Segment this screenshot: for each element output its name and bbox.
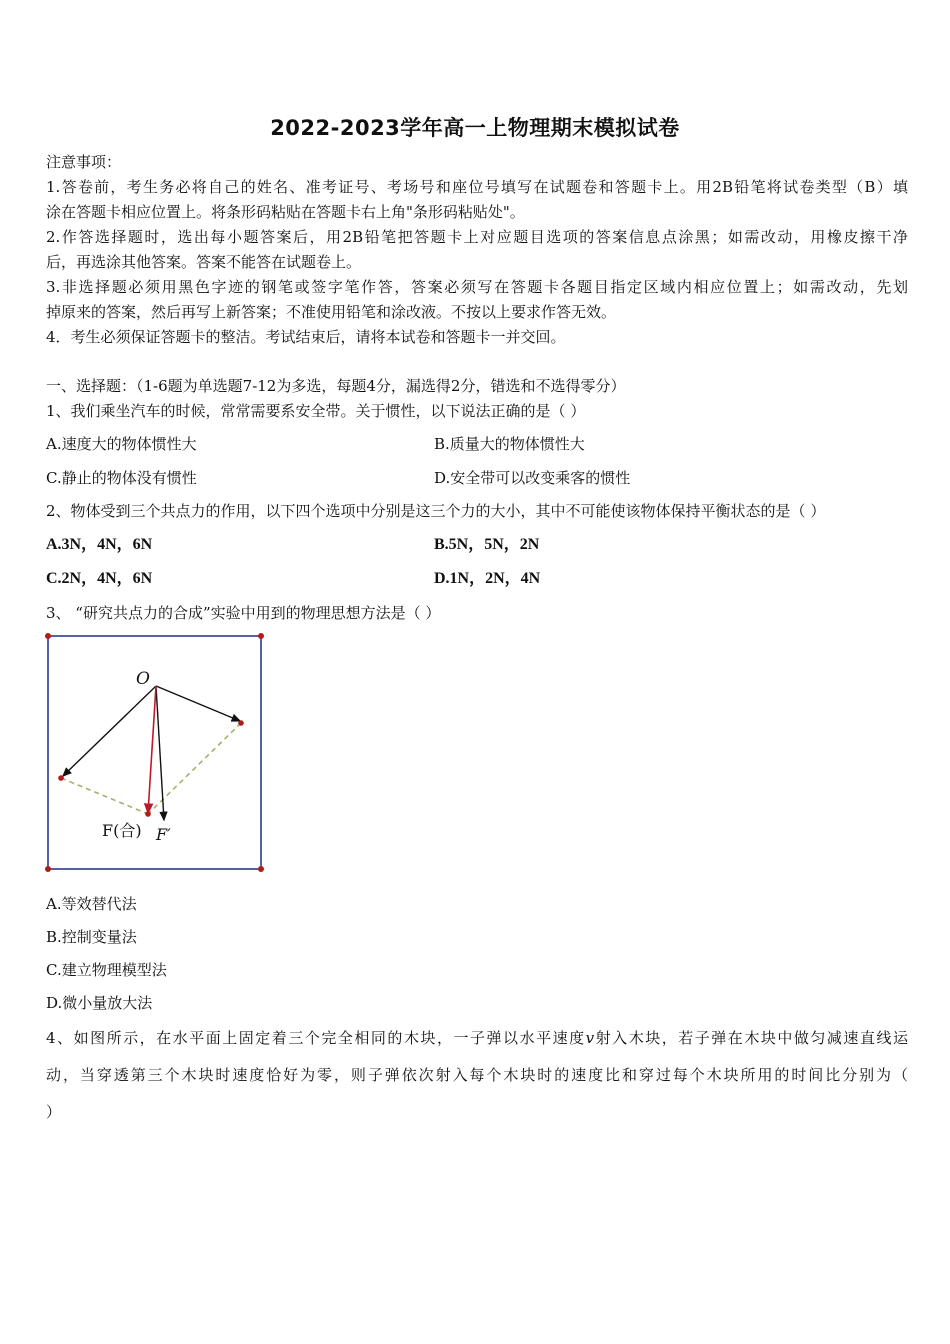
q1-option-d: D.安全带可以改变乘客的惯性 (434, 469, 631, 487)
notice-line-3: 2.作答选择题时，选出每小题答案后，用2B铅笔把答题卡上对应题目选项的答案信息点涂黑；如需改动，用橡皮擦干净 (46, 228, 908, 246)
point-dot (238, 720, 244, 726)
dashed-parallel-line (61, 778, 148, 814)
figure-frame (48, 636, 261, 869)
question-1-stem: 1、我们乘坐汽车的时候，常常需要系安全带。关于惯性，以下说法正确的是（ ） (46, 402, 586, 420)
q2-option-a: A.3N，4N，6N (46, 536, 153, 553)
question-3-stem: 3、 “研究共点力的合成”实验中用到的物理思想方法是（ ） (46, 604, 441, 622)
notice-line-7: 4．考生必须保证答题卡的整洁。考试结束后，请将本试卷和答题卡一并交回。 (46, 328, 566, 346)
notice-line-6: 掉原来的答案，然后再写上新答案；不准使用铅笔和涂改液。不按以上要求作答无效。 (46, 303, 617, 321)
corner-dot (45, 633, 51, 639)
q4-stem-part-b: 射入木块，若子弹在木块中做匀减速直线运 (594, 1029, 908, 1047)
point-dot (58, 775, 64, 781)
q2-option-c: C.2N，4N，6N (46, 570, 153, 587)
q1-option-a: A.速度大的物体惯性大 (46, 435, 197, 453)
corner-dot (258, 866, 264, 872)
measured-force-label: F′ (156, 825, 171, 844)
q3-option-c: C.建立物理模型法 (46, 961, 167, 979)
question-4-stem-line-2: 动，当穿透第三个木块时速度恰好为零，则子弹依次射入每个木块时的速度比和穿过每个木块所用的时间比分别为（ (46, 1066, 908, 1084)
corner-dot (258, 633, 264, 639)
q2-option-b: B.5N，5N，2N (434, 536, 540, 553)
force-arrow-measured (156, 686, 164, 820)
q4-stem-part-a: 4、如图所示，在水平面上固定着三个完全相同的木块，一子弹以水平速度 (46, 1029, 586, 1047)
notice-line-1: 1.答卷前，考生务必将自己的姓名、准考证号、考场号和座位号填写在试题卷和答题卡上。用2B铅笔将试卷类型（B）填 (46, 178, 908, 196)
resultant-label: F(合) (102, 821, 142, 840)
notice-line-5: 3.非选择题必须用黑色字迹的钢笔或签字笔作答，答案必须写在答题卡各题目指定区域内相应位置上；如需改动，先划 (46, 278, 908, 296)
force-composition-figure (44, 632, 266, 874)
dashed-parallel-line (148, 723, 241, 814)
q1-option-b: B.质量大的物体惯性大 (434, 435, 585, 453)
resultant-force-arrow (148, 686, 156, 813)
notice-heading: 注意事项： (46, 153, 122, 171)
question-4-stem-line-3: ） (46, 1103, 62, 1121)
question-4-stem-line-1 (46, 1028, 908, 1048)
force-arrow-right (156, 686, 240, 721)
q3-option-a: A.等效替代法 (46, 895, 137, 913)
q2-option-d: D.1N，2N，4N (434, 570, 541, 587)
q4-velocity-symbol: v (585, 1029, 595, 1047)
origin-label: O (136, 669, 150, 689)
notice-line-4: 后，再选涂其他答案。答案不能答在试题卷上。 (46, 253, 362, 271)
q3-option-b: B.控制变量法 (46, 928, 137, 946)
force-arrow-left (63, 686, 156, 776)
q3-option-d: D.微小量放大法 (46, 994, 153, 1012)
corner-dot (45, 866, 51, 872)
question-2-stem: 2、物体受到三个共点力的作用，以下四个选项中分别是这三个力的大小，其中不可能使该物体保持平衡状态的是（ ） (46, 502, 826, 520)
page-title: 2022-2023学年高一上物理期末模拟试卷 (270, 116, 680, 140)
point-dot (145, 811, 151, 817)
q1-option-c: C.静止的物体没有惯性 (46, 469, 197, 487)
notice-line-2: 涂在答题卡相应位置上。将条形码粘贴在答题卡右上角"条形码粘贴处"。 (46, 203, 525, 221)
section-heading: 一、选择题：（1-6题为单选题7-12为多选，每题4分，漏选得2分，错选和不选得零分） (46, 377, 626, 395)
